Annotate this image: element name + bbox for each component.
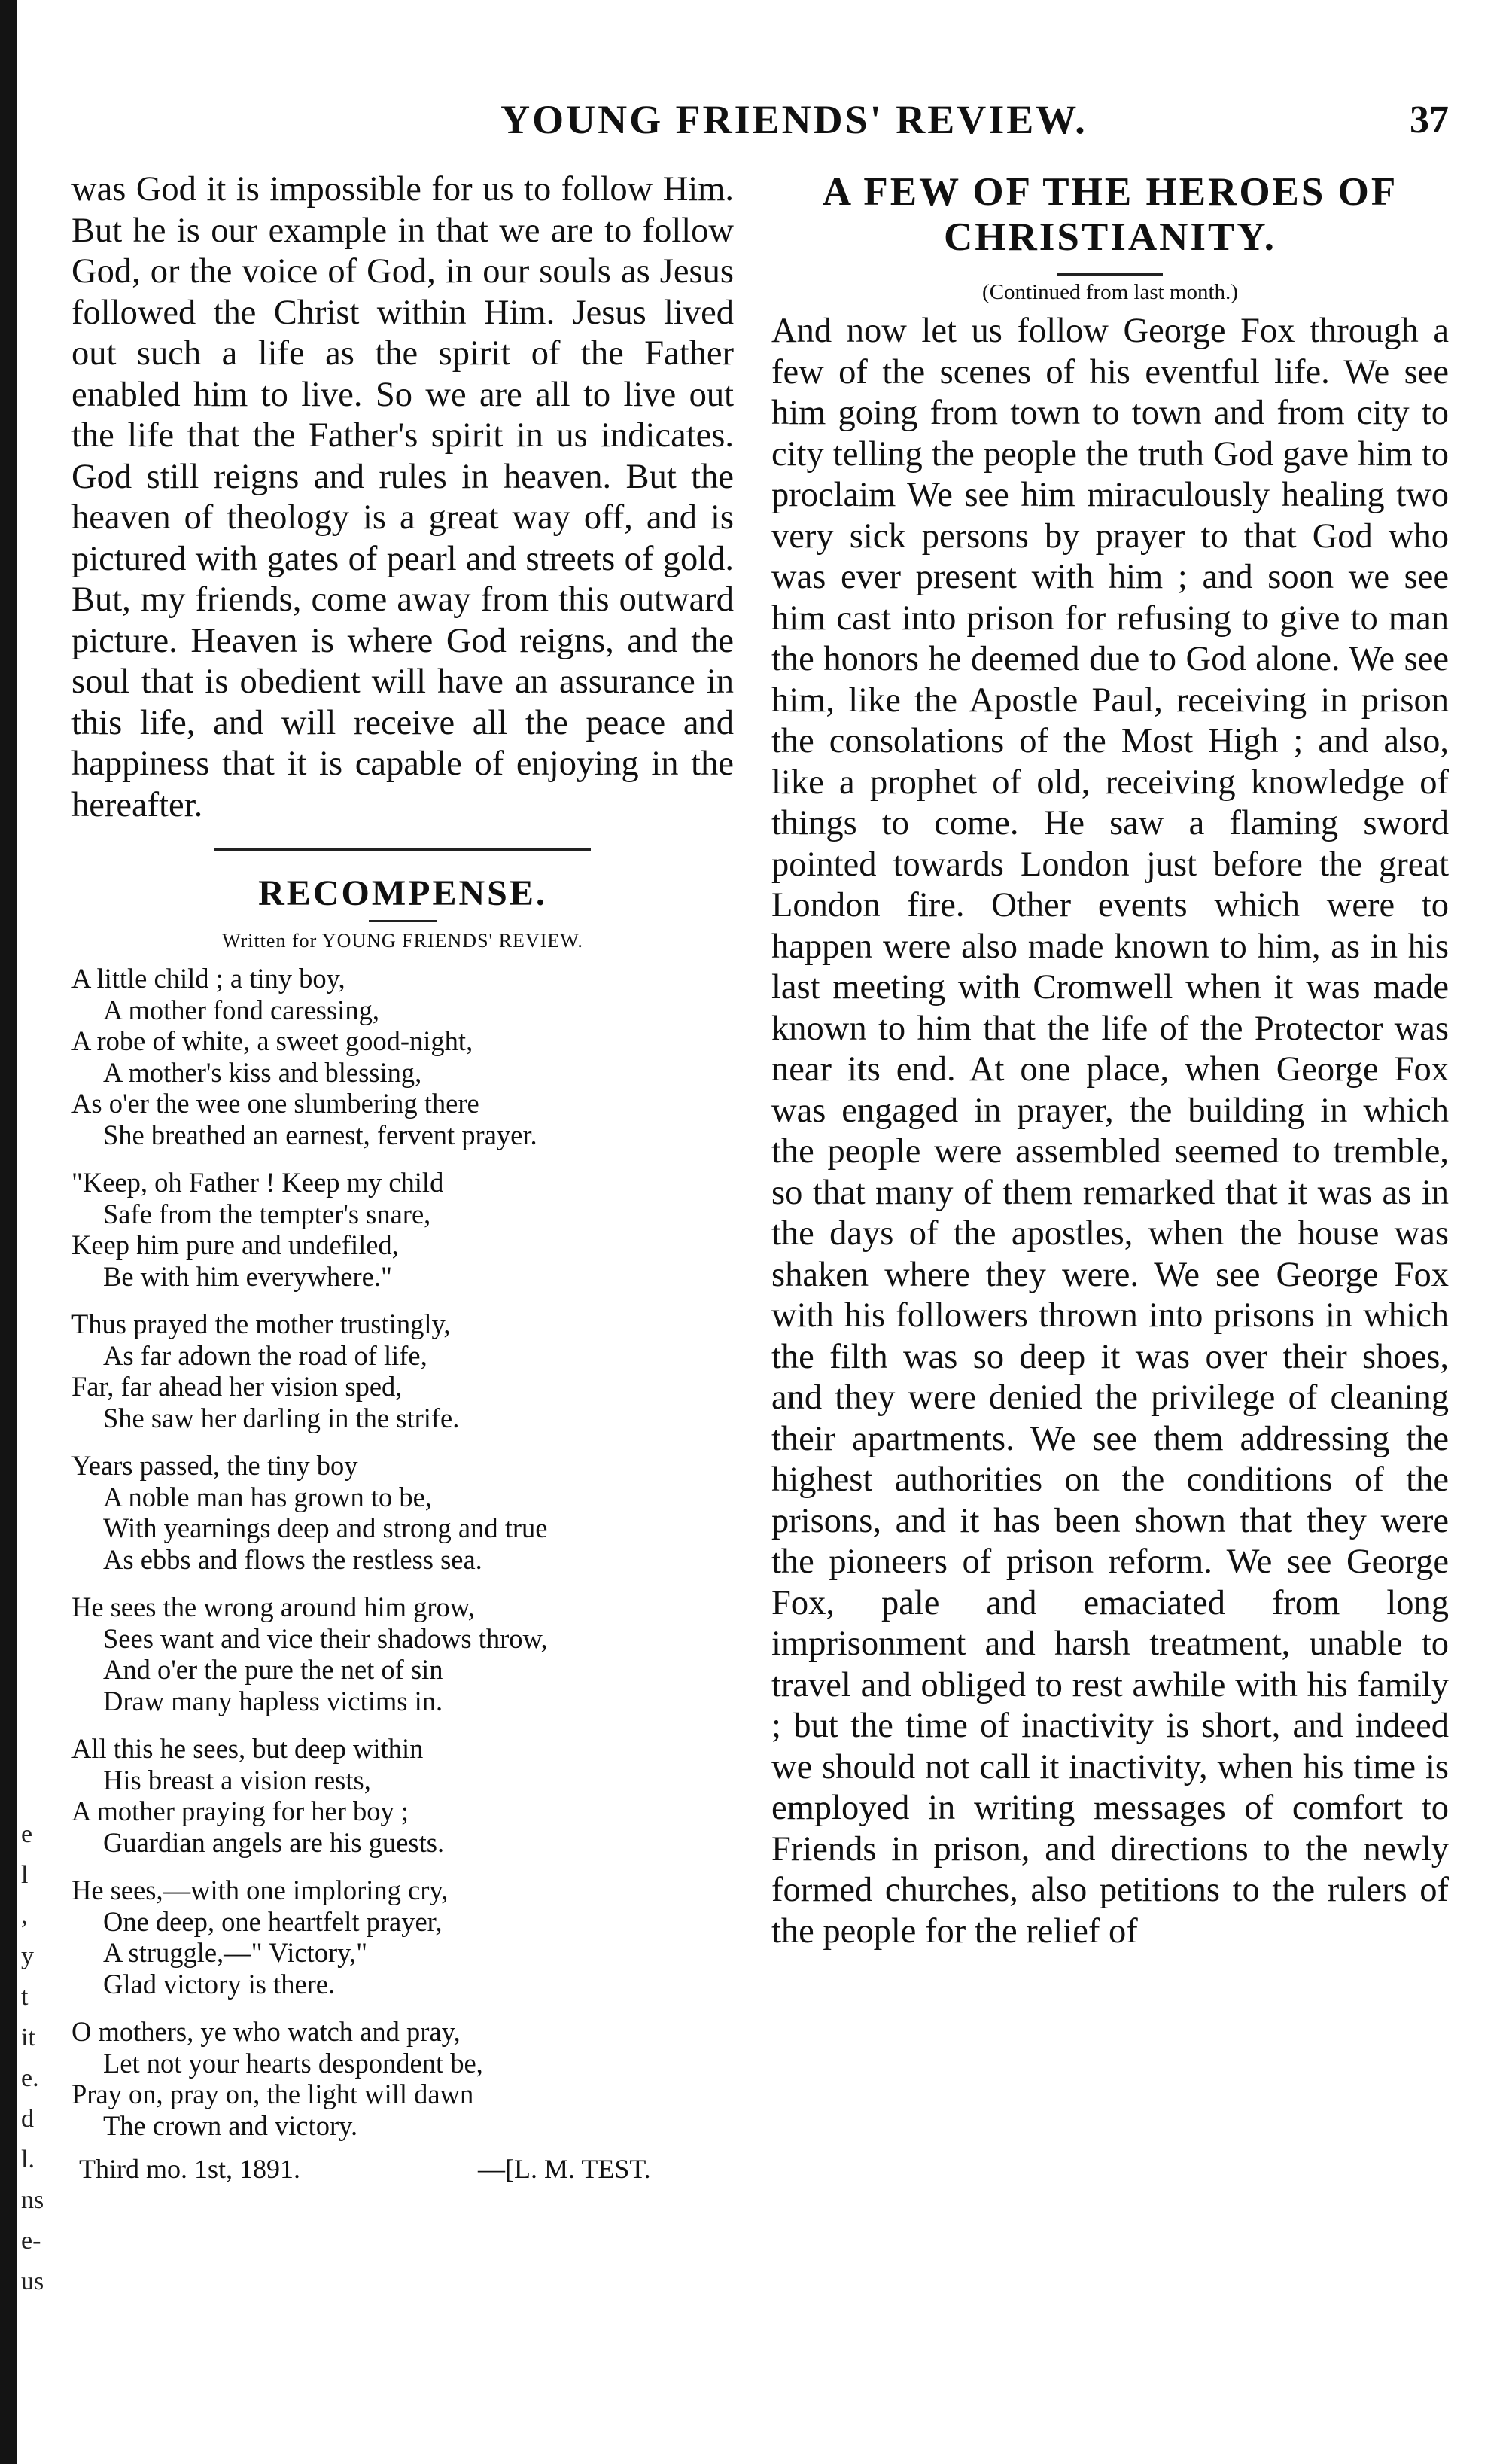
- poem-line: A robe of white, a sweet good-night,: [71, 1025, 473, 1056]
- poem-stanza: [71, 1591, 734, 1716]
- margin-fragment: ns: [21, 2186, 44, 2214]
- poem-line: A struggle,—" Victory,": [103, 1937, 368, 1968]
- poem-line: He sees the wrong around him grow,: [71, 1591, 475, 1622]
- poem-line: Years passed, the tiny boy: [71, 1450, 358, 1481]
- poem-line: He sees,—with one imploring cry,: [71, 1875, 449, 1905]
- continued-note: (Continued from last month.): [982, 280, 1238, 304]
- poem-line: Draw many hapless victims in.: [103, 1685, 443, 1716]
- margin-fragment: e-: [21, 2227, 41, 2255]
- article-title-line-1: A FEW OF THE HEROES OF: [822, 170, 1398, 214]
- poem-line: With yearnings deep and strong and true: [103, 1512, 548, 1543]
- poem-line: And o'er the pure the net of sin: [103, 1654, 443, 1685]
- poem-footer: [71, 2153, 734, 2188]
- poem-stanza: [71, 1733, 734, 1858]
- margin-text-fragments: [21, 1814, 51, 2302]
- poem-line: Safe from the tempter's snare,: [103, 1198, 431, 1229]
- poem-line: As ebbs and flows the restless sea.: [103, 1543, 482, 1575]
- poem-stanza: [71, 2016, 734, 2141]
- poem-line: A noble man has grown to be,: [103, 1481, 432, 1512]
- poem-line: Glad victory is there.: [103, 1968, 336, 2000]
- margin-fragment: l: [21, 1861, 29, 1889]
- poem-byline: Written for YOUNG FRIENDS' REVIEW.: [222, 930, 583, 952]
- poem-line: A mother fond caressing,: [103, 994, 379, 1025]
- margin-fragment: t: [21, 1983, 29, 2011]
- page-binding-edge: [0, 0, 17, 2464]
- poem-line: Keep him pure and undefiled,: [71, 1229, 399, 1260]
- poem-line: "Keep, oh Father ! Keep my child: [71, 1167, 444, 1198]
- poem-line: As o'er the wee one slumbering there: [71, 1088, 479, 1119]
- poem-line: She breathed an earnest, fervent prayer.: [103, 1119, 537, 1150]
- poem-line: A mother praying for her boy ;: [71, 1795, 409, 1826]
- poem-stanza: [71, 963, 734, 1150]
- poem-line: All this he sees, but deep within: [71, 1733, 424, 1764]
- margin-fragment: e: [21, 1820, 33, 1848]
- poem-line: A mother's kiss and blessing,: [103, 1056, 422, 1088]
- margin-fragment: us: [21, 2268, 44, 2295]
- poem-line: Guardian angels are his guests.: [103, 1826, 445, 1858]
- article-title-rule: [1057, 273, 1163, 276]
- margin-fragment: y: [21, 1942, 34, 1970]
- poem-line: The crown and victory.: [103, 2109, 358, 2141]
- poem-line: Thus prayed the mother trustingly,: [71, 1308, 451, 1339]
- article-title: [771, 169, 1449, 260]
- margin-fragment: d: [21, 2105, 34, 2133]
- poem-title: RECOMPENSE.: [258, 873, 547, 913]
- poem-author: —[L. M. TEST.: [478, 2154, 651, 2184]
- margin-fragment: it: [21, 2024, 35, 2051]
- poem-stanza: [71, 1308, 734, 1433]
- poem-line: As far adown the road of life,: [103, 1339, 427, 1371]
- poem-line: Let not your hearts despondent be,: [103, 2047, 483, 2079]
- poem-line: Far, far ahead her vision sped,: [71, 1371, 403, 1402]
- poem-stanza: [71, 1167, 734, 1292]
- poem-stanza: [71, 1875, 734, 2000]
- article-title-line-2: CHRISTIANITY.: [943, 215, 1277, 259]
- poem-stanzas: [71, 963, 734, 2141]
- margin-fragment: e.: [21, 2064, 39, 2092]
- poem-line: A little child ; a tiny boy,: [71, 963, 345, 994]
- left-column: [71, 169, 734, 2188]
- sermon-continuation-paragraph: was God it is impossible for us to follow Him. But he is our example in that we are to follow God, or the voice of God, in our souls as Jesus followed the Christ within Him. Jesus lived out such a life as the spirit of the Father enabled him to live. So we are all to live out the life that the Father's spirit in us indicates. God still reigns and rules in heaven. But the heaven of theology is a great way off, and is pictured with gates of pearl and streets of gold. But, my friends, come away from this outward picture. Heaven is where God reigns, and the soul that is obedient will have an assurance in this life, and will receive all the peace and happiness that it is capable of enjoying in the hereafter.: [71, 170, 734, 824]
- poem-line: She saw her darling in the strife.: [103, 1402, 460, 1433]
- page-number: 37: [1410, 99, 1449, 142]
- poem-title-rule: [369, 920, 437, 922]
- poem-line: His breast a vision rests,: [103, 1764, 371, 1795]
- margin-fragment: ,: [21, 1902, 28, 1929]
- poem-stanza: [71, 1450, 734, 1575]
- poem-date: Third mo. 1st, 1891.: [79, 2154, 300, 2184]
- poem-line: Pray on, pray on, the light will dawn: [71, 2079, 474, 2109]
- poem-recompense: [71, 870, 734, 2188]
- poem-line: Sees want and vice their shadows throw,: [103, 1622, 548, 1654]
- section-divider: [214, 848, 591, 851]
- margin-fragment: l.: [21, 2146, 35, 2173]
- right-column: [771, 169, 1449, 1952]
- poem-line: O mothers, ye who watch and pray,: [71, 2016, 461, 2047]
- journal-title: YOUNG FRIENDS' REVIEW.: [500, 97, 1088, 142]
- poem-line: Be with him everywhere.": [103, 1260, 392, 1292]
- running-head: [71, 89, 1449, 149]
- article-paragraph: And now let us follow George Fox through a few of the scenes of his eventful life. We see him going from town to town and from city to city telling the people the truth God gave him to proclaim We see him miraculously healing two very sick persons by prayer to that God who was ever present with him ; and soon we see him cast into prison for refusing to give to man the honors he deemed due to God alone. We see him, like the Apostle Paul, receiving in prison the consolations of the Most High ; and also, like a prophet of old, receiving knowledge of things to come. He saw a flaming sword pointed towards London just before the great London fire. Other events which were to happen were also made known to him, as in his last meeting with Cromwell when it was made known to him that the life of the Protector was near its end. At one place, when George Fox was engaged in prayer, the building in which the people were assembled seemed to tremble, so that many of them remarked that it was as in the days of the apostles, when the house was shaken where they were. We see George Fox with his followers thrown into prisons in which the filth was so deep it was over their shoes, and they were denied the privilege of cleaning their apartments. We see them addressing the highest authorities on the conditions of the prisons, and it has been shown that they were the pioneers of prison reform. We see George Fox, pale and emaciated from long imprisonment and harsh treatment, unable to travel and obliged to rest awhile with his family ; but the time of inactivity is short, and indeed we should not call it inactivity, when his time is employed in writing messages of comfort to Friends in prison, and directions to the newly formed churches, also petitions to the rulers of the people for the relief of: [771, 312, 1449, 1951]
- poem-line: One deep, one heartfelt prayer,: [103, 1905, 443, 1937]
